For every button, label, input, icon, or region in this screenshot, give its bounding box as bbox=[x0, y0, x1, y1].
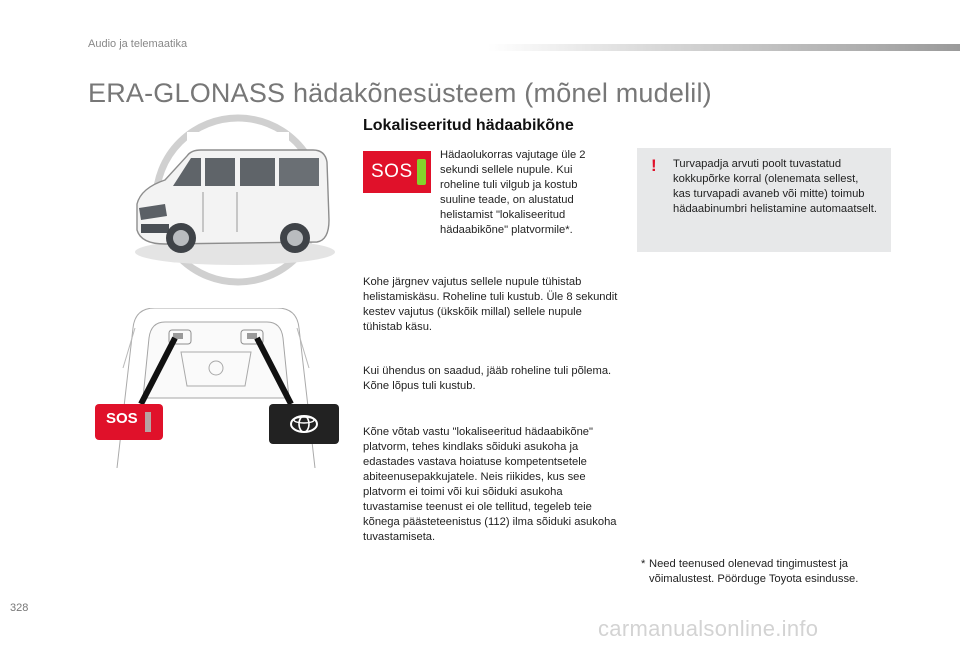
warning-text: Turvapadja arvuti poolt tuvastatud kokkupõrke korral (olenemata sellest, kas turvapadi avaneb või mitte) toimub hädaabinumbri helistamine automaatselt. bbox=[673, 158, 877, 215]
watermark: carmanualsonline.info bbox=[598, 616, 819, 641]
toyota-assist-button bbox=[269, 404, 339, 444]
warning-box bbox=[637, 148, 891, 252]
paragraph-call-handling: Kõne võtab vastu "lokaliseeritud hädaabikõne" platvorm, tehes kindlaks sõiduki asukoha ja edastades vastava hoiatuse kompetentsetele abiteenusepakkujatele. Neis riikides, kus see platvorm ei toimi või kui sõiduki asukoha tuvastamise teenust ei ole tellitud, tegeleb teie kõnega päästeteenistus (112) ilma sõiduki asukoha tuvastamiseta. bbox=[363, 426, 617, 543]
paragraph-press-instructions: Hädaolukorras vajutage üle 2 sekundi sellele nupule. Kui roheline tuli vilgub ja kostub suuline teade, on alustatud helistamist "lokaliseeritud hädaabikõne" platvormile*. bbox=[440, 149, 586, 236]
header-section-label: Audio ja telemaatika bbox=[88, 38, 188, 50]
paragraph-connection-established: Kui ühendus on saadud, jääb roheline tuli põlema. Kõne lõpus tuli kustub. bbox=[363, 365, 612, 392]
overhead-sos-label: SOS bbox=[106, 410, 138, 427]
sos-green-led bbox=[417, 159, 426, 185]
footnote-text: Need teenused olenevad tingimustest ja võimalustest. Pöörduge Toyota esindusse. bbox=[649, 558, 859, 585]
header-gradient-bar bbox=[488, 44, 960, 51]
page-number: 328 bbox=[10, 602, 29, 614]
exclamation-icon: ! bbox=[651, 156, 657, 175]
sos-button[interactable] bbox=[363, 151, 431, 193]
van-illustration bbox=[95, 112, 350, 300]
overhead-sos-led bbox=[145, 412, 151, 432]
sos-button-label: SOS bbox=[371, 161, 413, 182]
footnote-marker: * bbox=[641, 558, 646, 570]
overhead-console-illustration bbox=[85, 308, 347, 468]
section-title: Lokaliseeritud hädaabikõne bbox=[363, 117, 574, 134]
paragraph-cancel-call: Kohe järgnev vajutus sellele nupule tühistab helistamiskäsu. Roheline tuli kustub. Üle 8 sekundit kestev vajutus (ükskõik millal) sellele nupule tühistab käsu. bbox=[363, 276, 618, 333]
page-title: ERA-GLONASS hädakõnesüsteem (mõnel mudelil) bbox=[88, 78, 712, 108]
